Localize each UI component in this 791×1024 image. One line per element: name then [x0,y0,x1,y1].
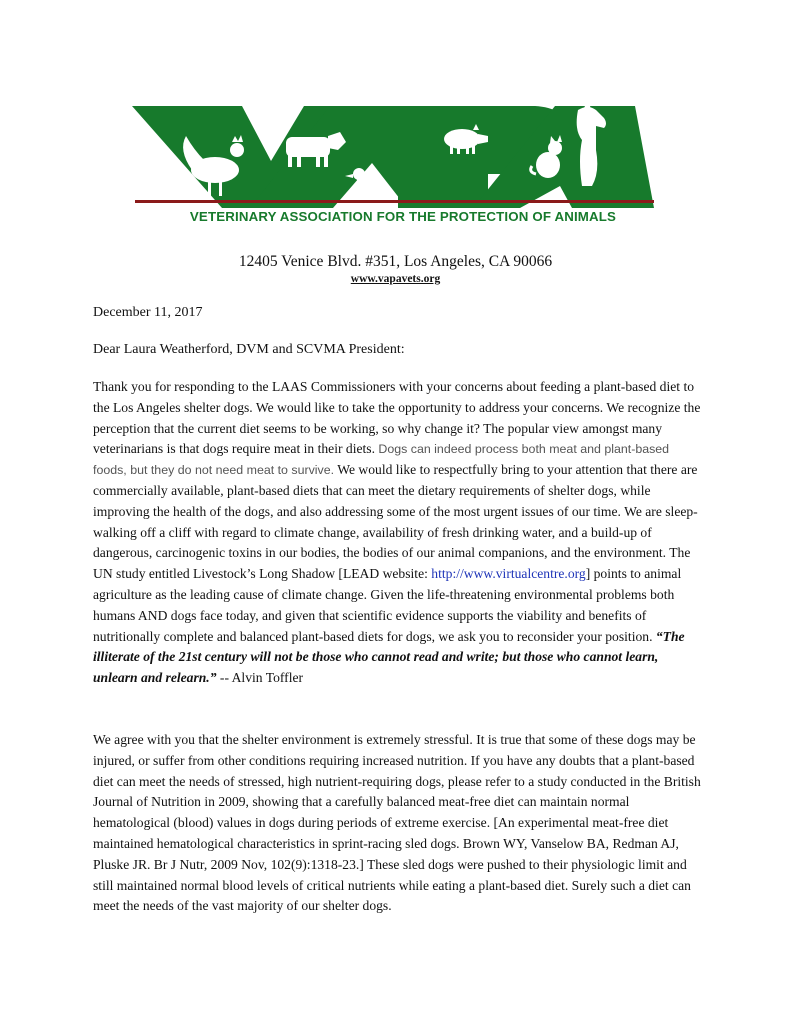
paragraph-1-gray-text: Dogs can indeed process both meat and plant-based foods, but they do not need meat to survive. [93,442,670,478]
vapa-logo [0,0,791,232]
website-link[interactable]: www.vapavets.org [350,273,441,285]
letterhead-address: 12405 Venice Blvd. #351, Los Angeles, CA 90066 [238,253,553,270]
paragraph-2: We agree with you that the shelter environment is extremely stressful. It is true that some of these dogs may be injured, or suffer from other conditions requiring increased nutrition. If you have any doubts that a plant-based diet can meet the needs of stressed, high nutrient-requiring dogs, please refer to a study conducted in the British Journal of Nutrition in 2009, showing that a carefully balanced meat-free diet can maintain normal hematological (blood) values in dogs during periods of extreme exercise. [An experimental meat-free diet maintained hematological characteristics in sprint-racing sled dogs. Brown WY, Vanselow BA, Redman AJ, Pluske JR. Br J Nutr, 2009 Nov, 102(9):1318-23.] These sled dogs were pushed to their physiologic limit and still maintained normal blood levels of critical nutrients while eating a plant-based diet. Surely such a diet can meet the needs of the vast majority of our shelter dogs. [93,732,701,914]
paragraph-1-text-a: Thank you for responding to the LAAS Commissioners with your concerns about feeding a plant-based diet to the Los Angeles shelter dogs. We would like to take the opportunity to address your concerns. We recognize the perception that the current diet seems to be working, so why change it? The popular view amongst many veterinarians is that dogs require meat in their diets. [93,379,701,457]
paragraph-1-text-c: ] points to animal agriculture as the leading cause of climate change. Given the life-threatening environmental problems both humans AND dogs face today, and given that scientific evidence supports the viability and benefits of nutritionally complete and balanced plant-based diets for dogs, we ask you to reconsider your position. [93,566,682,644]
red-divider-line [135,200,654,203]
quote-attribution: -- Alvin Toffler [216,670,304,686]
paragraph-1 [93,377,705,689]
letter-date: December 11, 2017 [93,305,203,320]
toffler-quote: “The illiterate of the 21st century will not be those who cannot read and write; but those who cannot learn, unlearn and relearn.” [93,628,685,686]
vapa-wordmark-graphic [0,0,791,232]
salutation: Dear Laura Weatherford, DVM and SCVMA President: [93,342,405,357]
virtualcentre-link[interactable]: http://www.virtualcentre.org [431,566,586,582]
association-name: VETERINARY ASSOCIATION FOR THE PROTECTION OF ANIMALS [189,209,617,224]
paragraph-1-text-b: We would like to respectfully bring to your attention that there are commercially available, plant-based diets that can meet the dietary requirements of shelter dogs, while improving the health of the dogs, and also addressing some of the most urgent issues of our time. We are sleep-walking off a cliff with regard to climate change, availability of fresh drinking water, and a build-up of dangerous, carcinogenic toxins in our bodies, the bodies of our animal companions, and the environment. The UN study entitled Livestock’s Long Shadow [LEAD website: [93,462,698,582]
